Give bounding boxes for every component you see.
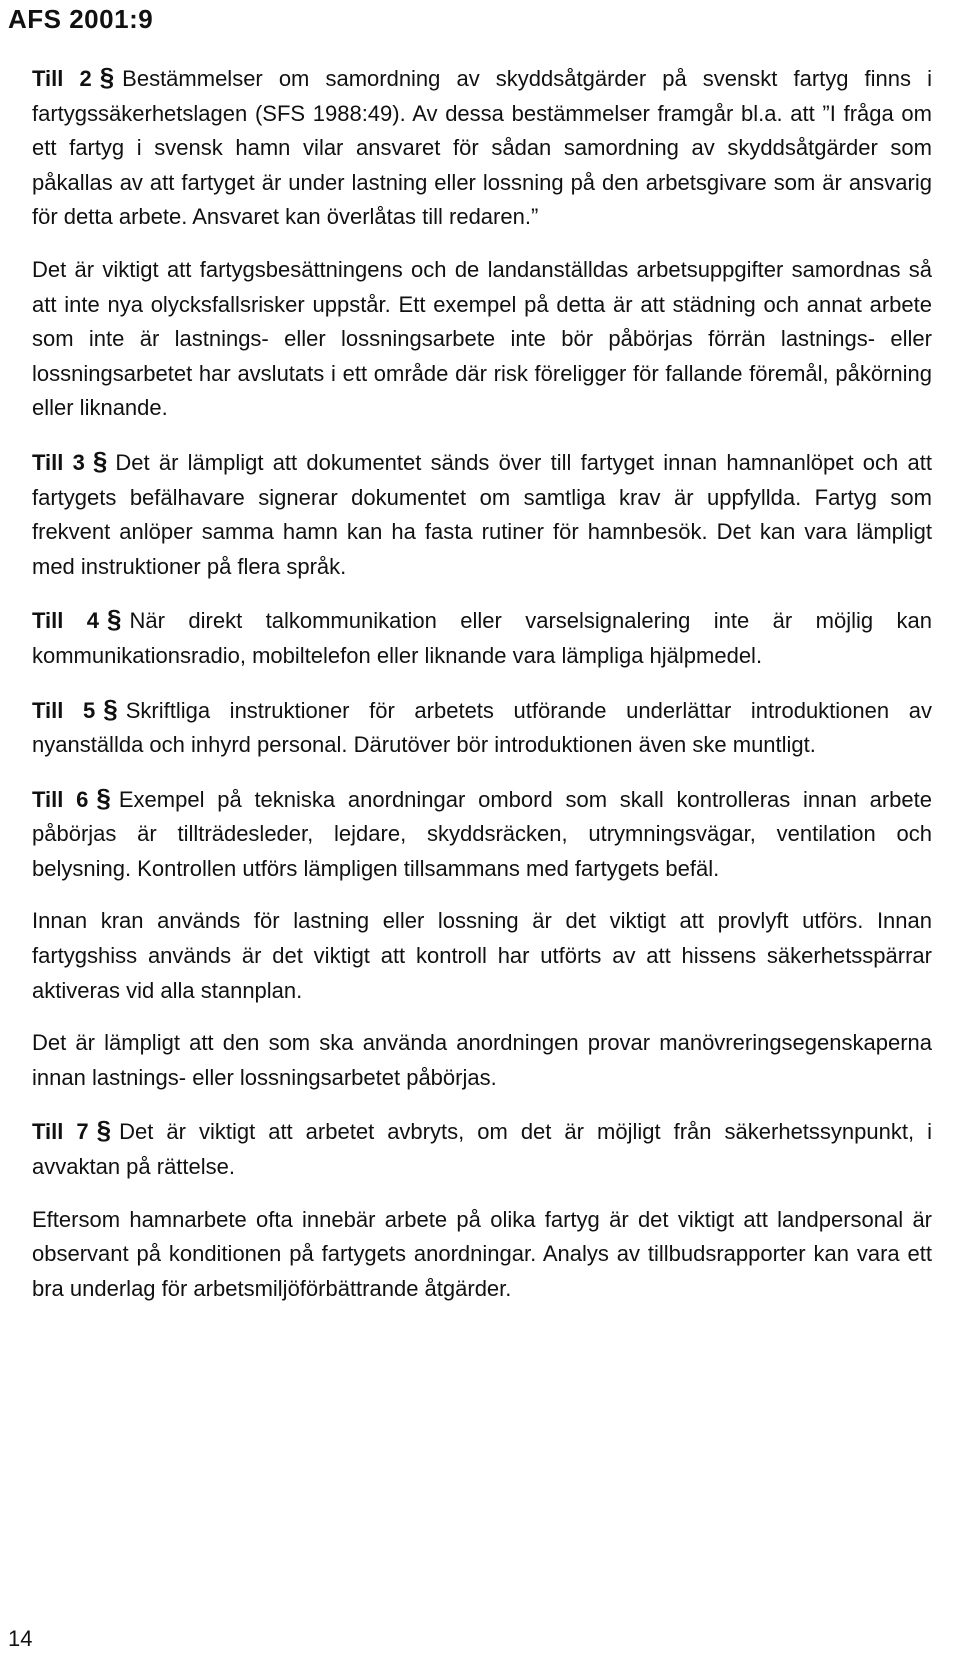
paragraph-lead: Till 2 [32, 66, 92, 91]
paragraph-text: Bestämmelser om samordning av skyddsåtgärder på svenskt fartyg finns i fartygssäkerhetslagen (SFS 1988:49). Av dessa bestämmelser framgår bl.a. att ”I fråga om ett fartyg i svensk hamn vilar ansvaret för sådan samordning av skyddsåtgärder som påkallas av att fartyget är under lastning eller lossning på den arbetsgivare som är ansvarig för detta arbete. Ansvaret kan överlåtas till redaren.” [32, 66, 932, 230]
paragraph-text: Det är lämpligt att dokumentet sänds över till fartyget innan hamnanlöpet och att fartygets befälhavare signerar dokumentet om samtliga krav är uppfyllda. Fartyg som frekvent anlöper samma hamn kan ha fasta rutiner för hamnbesök. Det kan vara lämpligt med instruktioner på flera språk. [32, 449, 932, 579]
paragraph-lead: Till 7 [32, 1119, 89, 1145]
paragraph-till-5 [32, 692, 932, 763]
section-symbol: § [107, 604, 122, 635]
paragraph-lead: Till 3 [32, 449, 85, 475]
section-symbol: § [96, 782, 111, 813]
paragraph-till-3 [32, 444, 932, 584]
paragraph-text: Innan kran används för lastning eller lossning är det viktigt att provlyft utförs. Innan fartygshiss används är det viktigt att kontroll har utförts av att hissens säkerhetsspärrar aktiveras vid alla stannplan. [32, 908, 932, 1003]
paragraph [32, 1026, 932, 1095]
page-number: 14 [8, 1626, 33, 1651]
paragraph [32, 253, 932, 426]
paragraph-till-7 [32, 1113, 932, 1184]
section-symbol: § [96, 1115, 112, 1146]
document-body [32, 60, 932, 1324]
paragraph [32, 904, 932, 1008]
document-header: AFS 2001:9 [8, 4, 154, 34]
paragraph-text: Exempel på tekniska anordningar ombord som skall kontrolleras innan arbete påbörjas är tillträdesleder, lejdare, skyddsräcken, utrymningsvägar, ventilation och belysning. Kontrollen utförs lämpligen tillsammans med fartygets befäl. [32, 786, 933, 881]
paragraph-text: Eftersom hamnarbete ofta innebär arbete på olika fartyg är det viktigt att landpersonal är observant på konditionen på fartygets anordningar. Analys av tillbudsrapporter kan vara ett bra underlag för arbetsmiljöförbättrande åtgärder. [32, 1206, 932, 1301]
paragraph-till-6 [32, 781, 932, 887]
section-symbol: § [103, 693, 118, 724]
paragraph-lead: Till 6 [32, 786, 89, 812]
paragraph-text: När direkt talkommunikation eller varselsignalering inte är möjlig kan kommunikationsradio, mobiltelefon eller liknande vara lämpliga hjälpmedel. [32, 608, 932, 668]
paragraph-text: Det är viktigt att arbetet avbryts, om det är möjligt från säkerhetssynpunkt, i avvaktan på rättelse. [32, 1119, 932, 1180]
paragraph-lead: Till 4 [32, 608, 100, 634]
paragraph [32, 1203, 932, 1307]
paragraph-text: Det är lämpligt att den som ska använda anordningen provar manövreringsegenskaperna innan lastnings- eller lossningsarbetet påbörjas. [32, 1030, 932, 1090]
paragraph-text: Skriftliga instruktioner för arbetets utförande underlättar introduktionen av nyanställda och inhyrd personal. Därutöver bör introduktionen även ske muntligt. [32, 697, 932, 758]
paragraph-lead: Till 5 [32, 697, 96, 723]
section-symbol: § [92, 445, 108, 476]
section-symbol: § [99, 62, 115, 92]
paragraph-text: Det är viktigt att fartygsbesättningens och de landanställdas arbetsuppgifter samordnas så att inte nya olycksfallsrisker uppstår. Ett exempel på detta är att städning och annat arbete som inte är lastnings- eller lossningsarbete inte bör påbörjas förrän lastnings- eller lossningsarbetet har avslutats i ett område där risk föreligger för fallande föremål, påkörning eller liknande. [32, 256, 932, 421]
paragraph-till-2 [32, 60, 932, 235]
paragraph-till-4 [32, 602, 932, 673]
